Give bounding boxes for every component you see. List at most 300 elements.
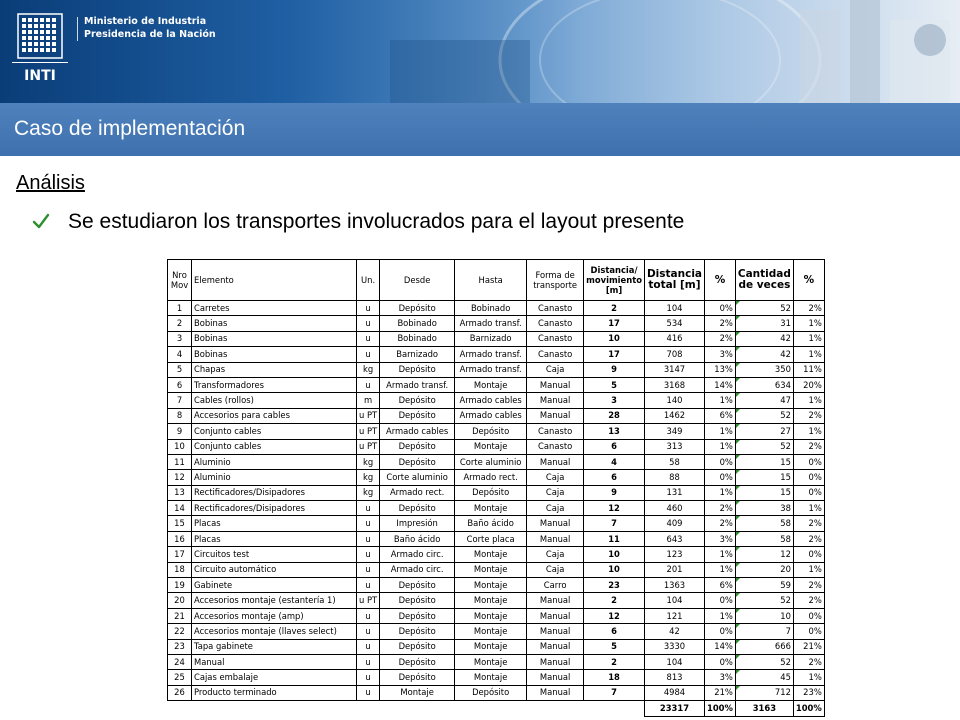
cell-pct1: 0% [705, 593, 736, 608]
cell-nro: 11 [168, 454, 192, 469]
cell-pct2: 1% [793, 347, 824, 362]
cell-un: u [357, 347, 380, 362]
cell-hasta: Montaje [455, 639, 527, 654]
cell-comment-marker [736, 670, 740, 674]
cell-pct2: 1% [793, 670, 824, 685]
cell-elemento: Cajas embalaje [192, 670, 357, 685]
cell-un: u PT [357, 408, 380, 423]
cell-hasta: Montaje [455, 608, 527, 623]
cell-dist-mov: 18 [584, 670, 645, 685]
table-row [168, 670, 825, 685]
cell-pct1: 6% [705, 578, 736, 593]
cell-comment-marker [736, 347, 740, 351]
cell-dist-total: 104 [644, 301, 704, 316]
cell-dist-total: 313 [644, 439, 704, 454]
cell-hasta: Corte placa [455, 531, 527, 546]
cell-hasta: Montaje [455, 562, 527, 577]
cell-comment-marker [736, 455, 740, 459]
cell-cantidad [735, 439, 793, 454]
cell-dist-mov: 12 [584, 501, 645, 516]
cell-comment-marker [736, 424, 740, 428]
cell-pct1: 3% [705, 531, 736, 546]
cell-forma: Manual [527, 608, 584, 623]
inti-logo [10, 10, 72, 94]
cell-pct1: 0% [705, 301, 736, 316]
cell-dist-total: 42 [644, 624, 704, 639]
cell-desde: Depósito [380, 439, 455, 454]
cell-elemento: Gabinete [192, 578, 357, 593]
table-row [168, 331, 825, 346]
cell-dist-mov: 2 [584, 654, 645, 669]
table-row [168, 470, 825, 485]
cell-cantidad [735, 562, 793, 577]
header-hasta: Hasta [455, 260, 527, 301]
cell-dist-mov: 10 [584, 562, 645, 577]
cell-dist-mov: 5 [584, 377, 645, 392]
cell-elemento: Transformadores [192, 377, 357, 392]
total-dist-total: 23317 [644, 701, 704, 716]
cell-desde: Bobinado [380, 316, 455, 331]
cell-dist-mov: 10 [584, 331, 645, 346]
cell-cantidad-value: 38 [780, 502, 791, 513]
cell-comment-marker [736, 609, 740, 613]
cell-hasta: Depósito [455, 685, 527, 700]
cell-hasta: Montaje [455, 624, 527, 639]
cell-hasta: Barnizado [455, 331, 527, 346]
header-photo-image [330, 0, 960, 103]
cell-hasta: Montaje [455, 593, 527, 608]
cell-hasta: Montaje [455, 439, 527, 454]
cell-pct1: 1% [705, 393, 736, 408]
cell-nro: 13 [168, 485, 192, 500]
cell-pct2: 2% [793, 654, 824, 669]
header-un: Un. [357, 260, 380, 301]
cell-dist-total: 416 [644, 331, 704, 346]
cell-cantidad [735, 362, 793, 377]
cell-pct1: 1% [705, 424, 736, 439]
cell-elemento: Accesorios montaje (llaves select) [192, 624, 357, 639]
total-empty-cell [584, 701, 645, 716]
cell-dist-mov: 5 [584, 639, 645, 654]
cell-forma: Caja [527, 547, 584, 562]
cell-pct2: 2% [793, 531, 824, 546]
cell-desde: Impresión [380, 516, 455, 531]
cell-forma: Caja [527, 501, 584, 516]
cell-pct2: 1% [793, 316, 824, 331]
cell-elemento: Tapa gabinete [192, 639, 357, 654]
cell-pct1: 2% [705, 516, 736, 531]
cell-un: kg [357, 454, 380, 469]
cell-desde: Depósito [380, 654, 455, 669]
cell-hasta: Corte aluminio [455, 454, 527, 469]
cell-nro: 26 [168, 685, 192, 700]
cell-un: u [357, 501, 380, 516]
cell-hasta: Depósito [455, 424, 527, 439]
cell-nro: 6 [168, 377, 192, 392]
cell-cantidad [735, 685, 793, 700]
cell-comment-marker [736, 655, 740, 659]
cell-pct1: 0% [705, 624, 736, 639]
cell-nro: 21 [168, 608, 192, 623]
cell-pct2: 0% [793, 608, 824, 623]
cell-desde: Depósito [380, 301, 455, 316]
cell-nro: 12 [168, 470, 192, 485]
cell-un: u [357, 685, 380, 700]
cell-dist-mov: 6 [584, 439, 645, 454]
table-row [168, 408, 825, 423]
cell-forma: Manual [527, 593, 584, 608]
cell-dist-mov: 17 [584, 347, 645, 362]
cell-forma: Manual [527, 531, 584, 546]
cell-dist-total: 104 [644, 593, 704, 608]
cell-un: u [357, 639, 380, 654]
cell-forma: Canasto [527, 301, 584, 316]
table-row [168, 531, 825, 546]
table-row [168, 624, 825, 639]
cell-elemento: Conjunto cables [192, 424, 357, 439]
cell-dist-total: 201 [644, 562, 704, 577]
header-dist-total: Distancia total [m] [644, 260, 704, 301]
cell-hasta: Bobinado [455, 301, 527, 316]
cell-cantidad-value: 52 [780, 410, 791, 421]
cell-desde: Depósito [380, 408, 455, 423]
cell-un: u [357, 301, 380, 316]
cell-forma: Carro [527, 578, 584, 593]
cell-cantidad-value: 47 [780, 395, 791, 406]
table-row [168, 454, 825, 469]
cell-cantidad [735, 470, 793, 485]
cell-comment-marker [736, 686, 740, 690]
cell-dist-total: 3147 [644, 362, 704, 377]
cell-dist-mov: 6 [584, 624, 645, 639]
cell-pct2: 1% [793, 331, 824, 346]
cell-un: u [357, 654, 380, 669]
cell-elemento: Rectificadores/Disipadores [192, 501, 357, 516]
cell-nro: 15 [168, 516, 192, 531]
cell-elemento: Accesorios para cables [192, 408, 357, 423]
cell-dist-total: 4984 [644, 685, 704, 700]
cell-dist-total: 534 [644, 316, 704, 331]
cell-elemento: Placas [192, 531, 357, 546]
table-row [168, 593, 825, 608]
cell-desde: Depósito [380, 454, 455, 469]
cell-cantidad-value: 10 [780, 610, 791, 621]
cell-dist-mov: 2 [584, 593, 645, 608]
cell-cantidad [735, 624, 793, 639]
cell-cantidad-value: 31 [780, 318, 791, 329]
cell-dist-total: 131 [644, 485, 704, 500]
cell-pct2: 2% [793, 516, 824, 531]
cell-dist-mov: 2 [584, 301, 645, 316]
cell-elemento: Aluminio [192, 470, 357, 485]
cell-comment-marker [736, 409, 740, 413]
total-empty-cell [192, 701, 357, 716]
cell-nro: 19 [168, 578, 192, 593]
cell-elemento: Cables (rollos) [192, 393, 357, 408]
cell-un: u [357, 331, 380, 346]
cell-cantidad-value: 42 [780, 348, 791, 359]
cell-desde: Depósito [380, 593, 455, 608]
cell-desde: Depósito [380, 501, 455, 516]
total-empty-cell [380, 701, 455, 716]
cell-cantidad-value: 634 [774, 379, 791, 390]
cell-cantidad [735, 424, 793, 439]
total-empty-cell [168, 701, 192, 716]
table-row [168, 393, 825, 408]
cell-dist-total: 140 [644, 393, 704, 408]
cell-forma: Canasto [527, 347, 584, 362]
cell-desde: Depósito [380, 578, 455, 593]
cell-desde: Bobinado [380, 331, 455, 346]
total-pct2: 100% [793, 701, 824, 716]
cell-pct2: 0% [793, 485, 824, 500]
cell-pct2: 1% [793, 562, 824, 577]
cell-cantidad-value: 45 [780, 672, 791, 683]
cell-pct2: 2% [793, 301, 824, 316]
cell-cantidad-value: 59 [780, 579, 791, 590]
cell-comment-marker [736, 363, 740, 367]
transport-table [167, 259, 825, 717]
cell-dist-mov: 13 [584, 424, 645, 439]
cell-elemento: Chapas [192, 362, 357, 377]
header-banner [0, 0, 960, 103]
cell-desde: Depósito [380, 639, 455, 654]
cell-pct2: 2% [793, 408, 824, 423]
cell-cantidad [735, 454, 793, 469]
cell-cantidad-value: 15 [780, 487, 791, 498]
cell-comment-marker [736, 501, 740, 505]
cell-cantidad [735, 393, 793, 408]
section-subtitle: Análisis [16, 172, 85, 194]
cell-comment-marker [736, 547, 740, 551]
cell-cantidad-value: 15 [780, 456, 791, 467]
cell-dist-total: 813 [644, 670, 704, 685]
cell-dist-total: 643 [644, 531, 704, 546]
table-row [168, 301, 825, 316]
cell-forma: Caja [527, 485, 584, 500]
cell-dist-mov: 11 [584, 531, 645, 546]
total-pct1: 100% [705, 701, 736, 716]
cell-nro: 18 [168, 562, 192, 577]
cell-nro: 7 [168, 393, 192, 408]
cell-dist-mov: 12 [584, 608, 645, 623]
cell-nro: 2 [168, 316, 192, 331]
cell-nro: 22 [168, 624, 192, 639]
cell-cantidad-value: 666 [774, 641, 791, 652]
cell-un: u [357, 377, 380, 392]
table-row [168, 316, 825, 331]
cell-pct1: 0% [705, 470, 736, 485]
cell-cantidad-value: 712 [774, 687, 791, 698]
cell-desde: Barnizado [380, 347, 455, 362]
cell-pct2: 0% [793, 624, 824, 639]
cell-elemento: Bobinas [192, 347, 357, 362]
cell-pct2: 0% [793, 547, 824, 562]
cell-elemento: Placas [192, 516, 357, 531]
cell-desde: Depósito [380, 624, 455, 639]
cell-cantidad [735, 347, 793, 362]
cell-pct2: 2% [793, 593, 824, 608]
cell-hasta: Armado rect. [455, 470, 527, 485]
cell-dist-mov: 7 [584, 516, 645, 531]
cell-comment-marker [736, 593, 740, 597]
cell-dist-mov: 7 [584, 685, 645, 700]
cell-comment-marker [736, 316, 740, 320]
cell-dist-mov: 6 [584, 470, 645, 485]
cell-pct2: 11% [793, 362, 824, 377]
cell-dist-total: 349 [644, 424, 704, 439]
cell-un: u [357, 316, 380, 331]
header-elemento: Elemento [192, 260, 357, 301]
table-row [168, 547, 825, 562]
cell-pct1: 2% [705, 316, 736, 331]
cell-dist-total: 460 [644, 501, 704, 516]
cell-desde: Depósito [380, 393, 455, 408]
cell-cantidad [735, 578, 793, 593]
cell-un: u [357, 516, 380, 531]
cell-elemento: Accesorios montaje (estantería 1) [192, 593, 357, 608]
header-pct2: % [793, 260, 824, 301]
cell-cantidad-value: 27 [780, 425, 791, 436]
table-row [168, 424, 825, 439]
cell-dist-total: 121 [644, 608, 704, 623]
cell-cantidad-value: 7 [785, 625, 791, 636]
cell-forma: Manual [527, 393, 584, 408]
table-row [168, 562, 825, 577]
cell-un: kg [357, 485, 380, 500]
table-header-row [168, 260, 825, 301]
cell-comment-marker [736, 470, 740, 474]
cell-un: m [357, 393, 380, 408]
cell-forma: Caja [527, 562, 584, 577]
table-row [168, 439, 825, 454]
cell-comment-marker [736, 578, 740, 582]
cell-forma: Manual [527, 624, 584, 639]
header-forma: Forma de transporte [527, 260, 584, 301]
cell-comment-marker [736, 486, 740, 490]
cell-hasta: Armado transf. [455, 347, 527, 362]
cell-comment-marker [736, 516, 740, 520]
table-row [168, 377, 825, 392]
cell-nro: 24 [168, 654, 192, 669]
cell-nro: 17 [168, 547, 192, 562]
cell-forma: Manual [527, 408, 584, 423]
cell-pct2: 0% [793, 454, 824, 469]
cell-forma: Manual [527, 654, 584, 669]
cell-desde: Baño ácido [380, 531, 455, 546]
cell-comment-marker [736, 378, 740, 382]
cell-un: u PT [357, 593, 380, 608]
cell-cantidad-value: 52 [780, 656, 791, 667]
cell-nro: 20 [168, 593, 192, 608]
cell-nro: 5 [168, 362, 192, 377]
cell-dist-mov: 28 [584, 408, 645, 423]
cell-dist-total: 708 [644, 347, 704, 362]
cell-pct2: 0% [793, 470, 824, 485]
cell-elemento: Bobinas [192, 331, 357, 346]
cell-pct2: 21% [793, 639, 824, 654]
cell-nro: 8 [168, 408, 192, 423]
cell-cantidad-value: 12 [780, 548, 791, 559]
title-bar [0, 103, 960, 156]
cell-desde: Armado transf. [380, 377, 455, 392]
cell-pct1: 1% [705, 608, 736, 623]
cell-cantidad [735, 501, 793, 516]
cell-pct1: 2% [705, 331, 736, 346]
checkmark-icon [32, 212, 50, 230]
ministry-line-2: Presidencia de la Nación [84, 29, 216, 40]
cell-forma: Manual [527, 639, 584, 654]
table-row [168, 608, 825, 623]
cell-pct1: 2% [705, 501, 736, 516]
cell-pct1: 6% [705, 408, 736, 423]
header-desde: Desde [380, 260, 455, 301]
cell-nro: 4 [168, 347, 192, 362]
cell-desde: Montaje [380, 685, 455, 700]
cell-comment-marker [736, 440, 740, 444]
cell-nro: 1 [168, 301, 192, 316]
cell-cantidad [735, 485, 793, 500]
cell-desde: Armado rect. [380, 485, 455, 500]
cell-comment-marker [736, 301, 740, 305]
cell-pct2: 23% [793, 685, 824, 700]
cell-comment-marker [736, 332, 740, 336]
cell-dist-total: 58 [644, 454, 704, 469]
cell-nro: 16 [168, 531, 192, 546]
cell-cantidad [735, 593, 793, 608]
cell-pct2: 2% [793, 578, 824, 593]
cell-forma: Caja [527, 362, 584, 377]
cell-un: u [357, 578, 380, 593]
cell-cantidad [735, 531, 793, 546]
cell-cantidad [735, 608, 793, 623]
cell-dist-total: 104 [644, 654, 704, 669]
cell-hasta: Montaje [455, 501, 527, 516]
cell-elemento: Rectificadores/Disipadores [192, 485, 357, 500]
cell-comment-marker [736, 624, 740, 628]
cell-un: u [357, 608, 380, 623]
cell-pct2: 1% [793, 424, 824, 439]
cell-desde: Depósito [380, 608, 455, 623]
table-row [168, 639, 825, 654]
cell-forma: Manual [527, 670, 584, 685]
cell-cantidad [735, 670, 793, 685]
cell-comment-marker [736, 640, 740, 644]
cell-desde: Armado circ. [380, 547, 455, 562]
cell-elemento: Circuito automático [192, 562, 357, 577]
cell-dist-total: 1363 [644, 578, 704, 593]
cell-pct1: 0% [705, 454, 736, 469]
total-empty-cell [455, 701, 527, 716]
cell-elemento: Carretes [192, 301, 357, 316]
cell-elemento: Aluminio [192, 454, 357, 469]
ministry-label [84, 15, 216, 41]
cell-pct1: 1% [705, 562, 736, 577]
cell-desde: Corte aluminio [380, 470, 455, 485]
cell-elemento: Circuitos test [192, 547, 357, 562]
cell-cantidad [735, 516, 793, 531]
cell-un: u [357, 562, 380, 577]
cell-dist-total: 123 [644, 547, 704, 562]
header-cantidad: Cantidad de veces [735, 260, 793, 301]
cell-cantidad [735, 316, 793, 331]
ministry-separator [77, 17, 78, 41]
cell-pct1: 14% [705, 639, 736, 654]
cell-desde: Armado circ. [380, 562, 455, 577]
page-title: Caso de implementación [14, 117, 246, 140]
cell-desde: Depósito [380, 362, 455, 377]
cell-dist-total: 3330 [644, 639, 704, 654]
